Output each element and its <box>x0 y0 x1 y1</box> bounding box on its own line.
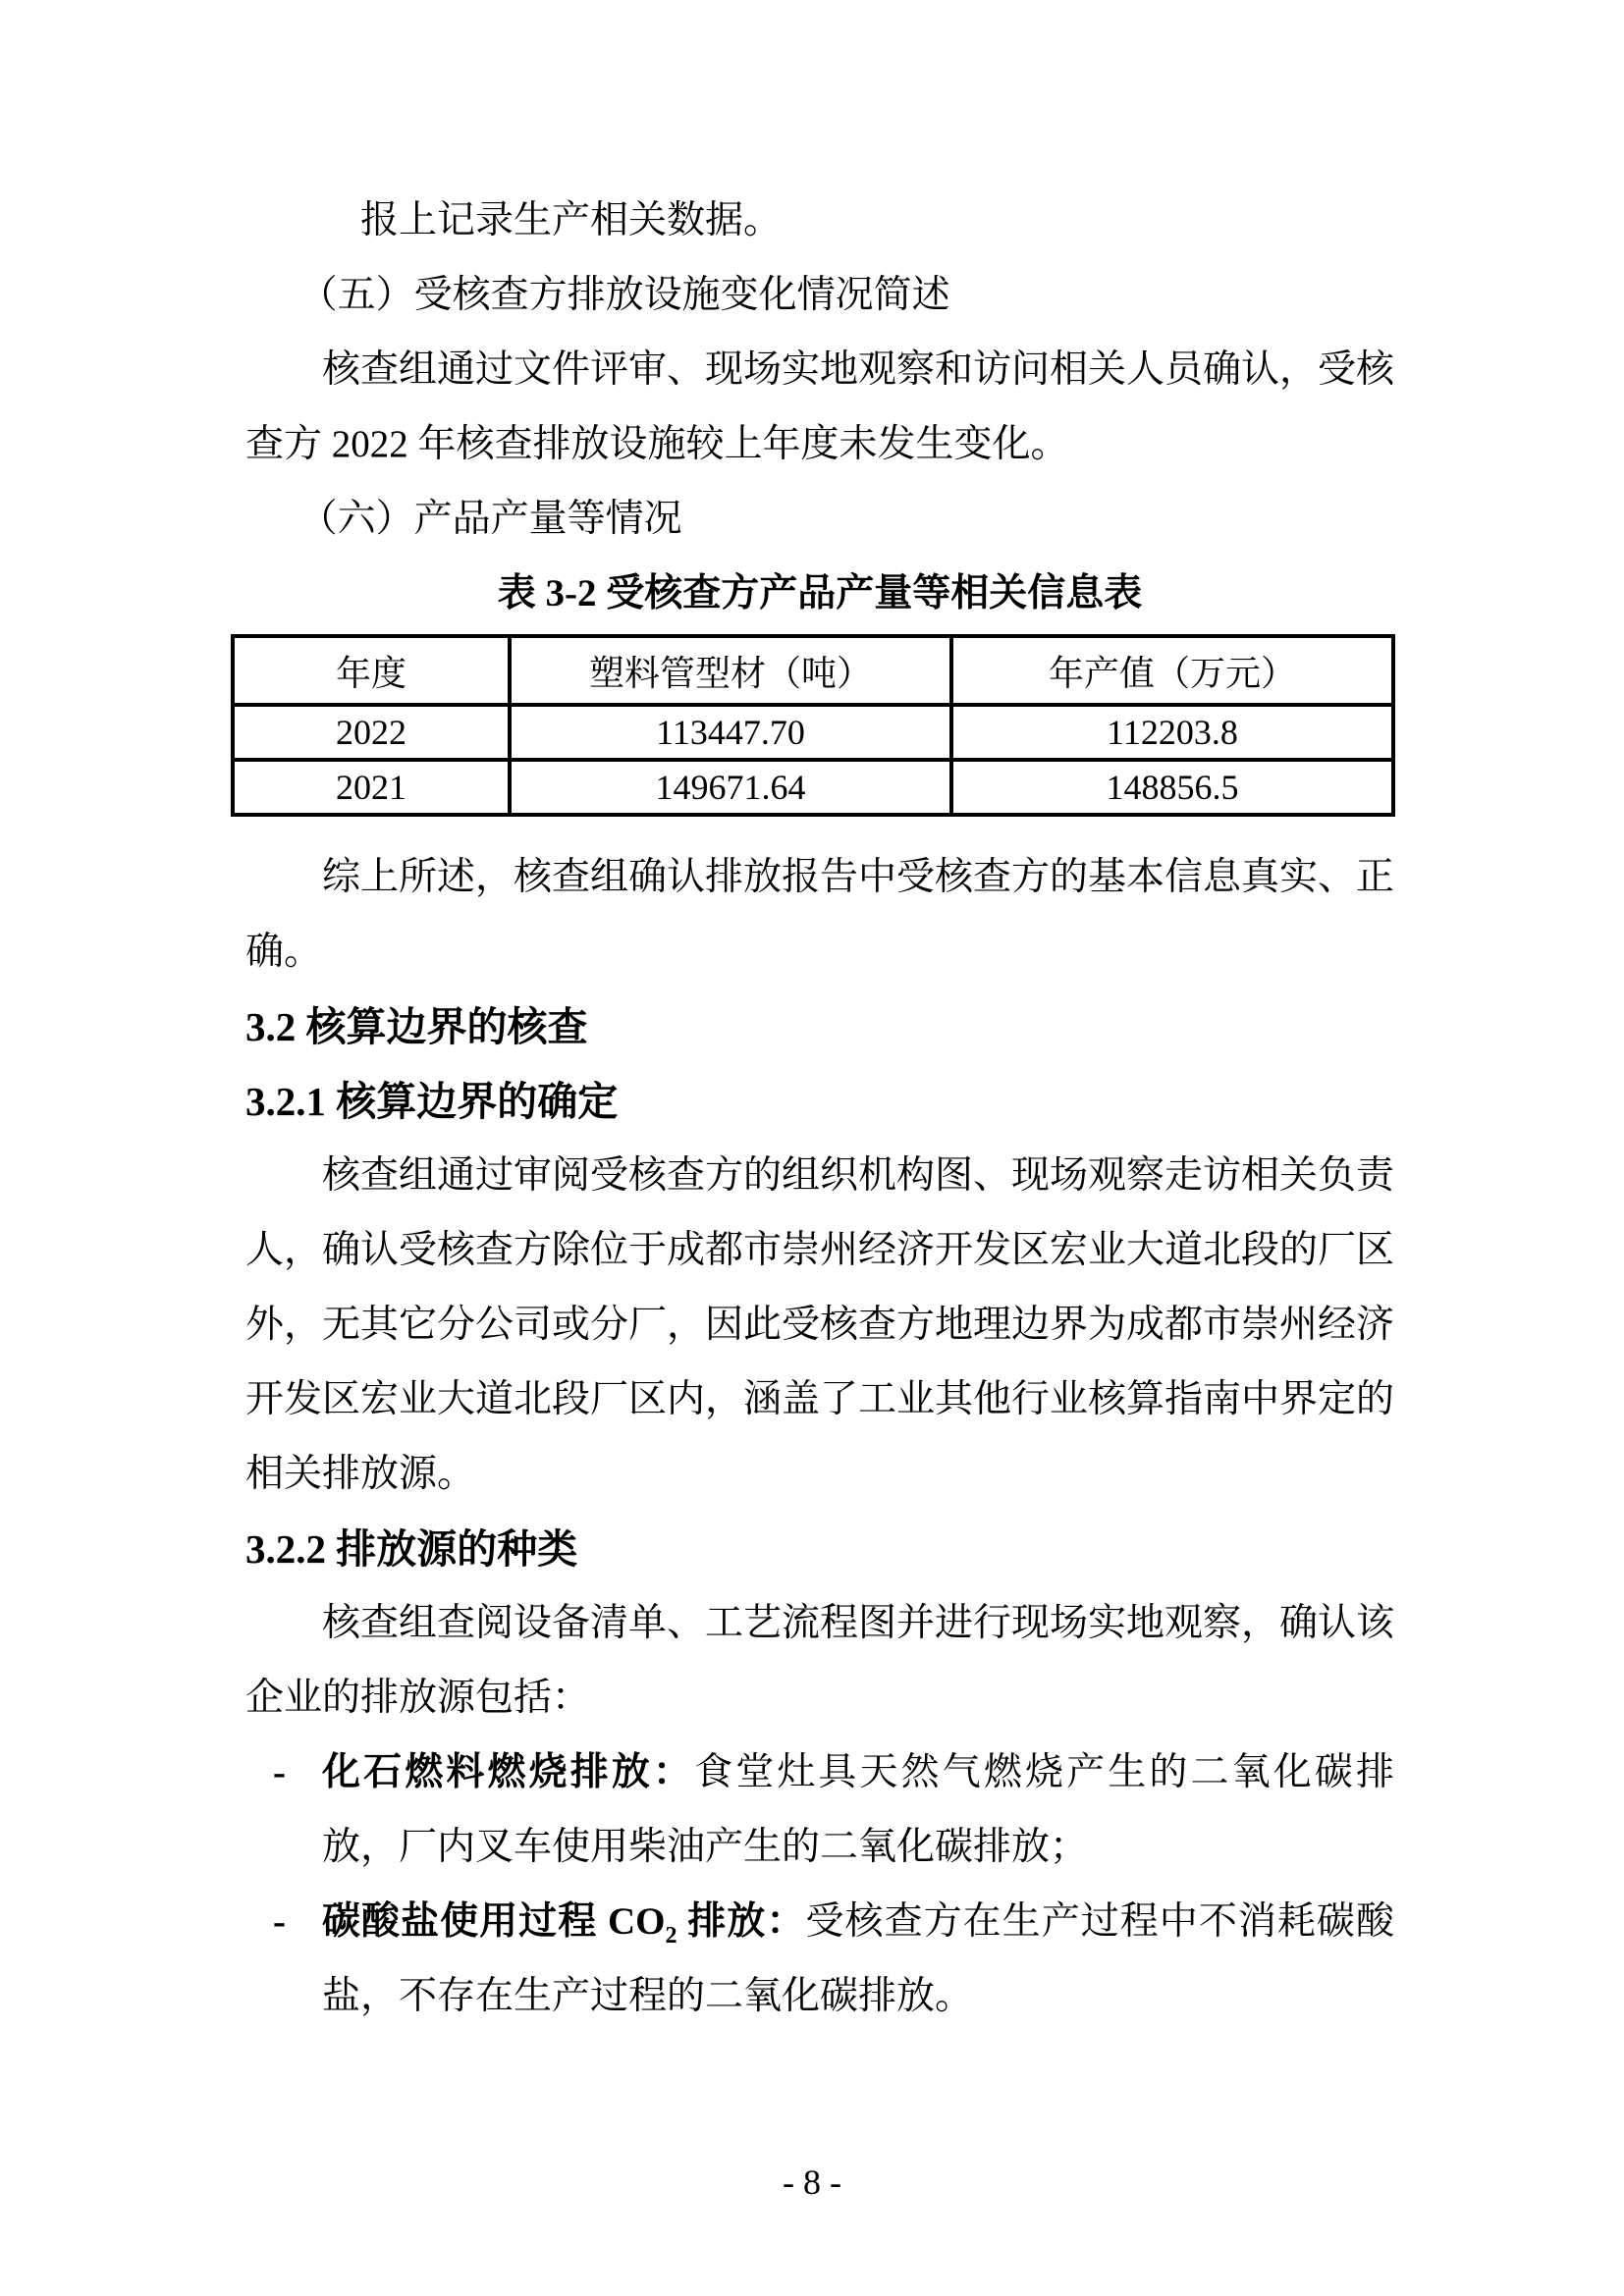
section-heading-3-2: 3.2 核算边界的核查 <box>245 1004 588 1049</box>
paragraph-3-2-1: 核查组通过审阅受核查方的组织机构图、现场观察走访相关负责人，确认受核查方除位于成都市崇州经济开发区宏业大道北段的厂区外，无其它分公司或分厂，因此受核查方地理边界为成都市崇州经济开发区宏业大道北段厂区内，涵盖了工业其他行业核算指南中界定的相关排放源。 <box>245 1154 1395 1495</box>
paragraph-item-5: 核查组通过文件评审、现场实地观察和访问相关人员确认，受核查方 2022 年核查排放设施较上年度未发生变化。 <box>245 348 1395 465</box>
list-item-text: 受核查方在生产过程中不消耗碳酸盐，不存在生产过程的二氧化碳排放。 <box>322 1900 1394 2017</box>
column-header-value: 年产值（万元） <box>951 636 1393 705</box>
table-header-row <box>233 636 1393 705</box>
list-item-carbonate <box>245 1885 1394 2034</box>
paragraph-3-2-2: 核查组查阅设备清单、工艺流程图并进行现场实地观察，确认该企业的排放源包括： <box>245 1602 1395 1719</box>
bullet-dash-icon: - <box>273 1751 286 1793</box>
cell-year-2021: 2021 <box>233 760 510 815</box>
item-6-heading: （六）产品产量等情况 <box>298 498 682 540</box>
list-item-term: 化石燃料燃烧排放： <box>322 1751 695 1793</box>
page-content <box>245 184 1394 2034</box>
list-item-text: 食堂灶具天然气燃烧产生的二氧化碳排放，厂内叉车使用柴油产生的二氧化碳排放； <box>322 1751 1394 1868</box>
list-item-term: 碳酸盐使用过程 $CO_2$ 排放： <box>322 1900 806 1949</box>
table-caption: 表 3-2 受核查方产品产量等相关信息表 <box>497 572 1143 614</box>
item-5-heading: （五）受核查方排放设施变化情况简述 <box>298 274 950 316</box>
product-output-table <box>231 634 1395 817</box>
summary-paragraph: 综上所述，核查组确认排放报告中受核查方的基本信息真实、正确。 <box>245 856 1395 973</box>
cell-value-2021: 148856.5 <box>951 760 1393 815</box>
cell-value-2022: 112203.8 <box>951 705 1393 760</box>
column-header-product: 塑料管型材（吨） <box>510 636 951 705</box>
paragraph-continuation: 报上记录生产相关数据。 <box>360 199 783 241</box>
bullet-dash-icon: - <box>273 1900 286 1943</box>
cell-product-2022: 113447.70 <box>510 705 951 760</box>
table-row-2021 <box>233 760 1393 815</box>
section-heading-3-2-2: 3.2.2 排放源的种类 <box>245 1526 578 1572</box>
cell-year-2022: 2022 <box>233 705 510 760</box>
section-heading-3-2-1: 3.2.1 核算边界的确定 <box>245 1079 619 1124</box>
emission-source-list <box>245 1735 1394 2034</box>
page-number: - 8 - <box>783 2163 841 2202</box>
list-item-fossil-fuel <box>245 1735 1394 1885</box>
cell-product-2021: 149671.64 <box>510 760 951 815</box>
table-row-2022 <box>233 705 1393 760</box>
column-header-year: 年度 <box>233 636 510 705</box>
